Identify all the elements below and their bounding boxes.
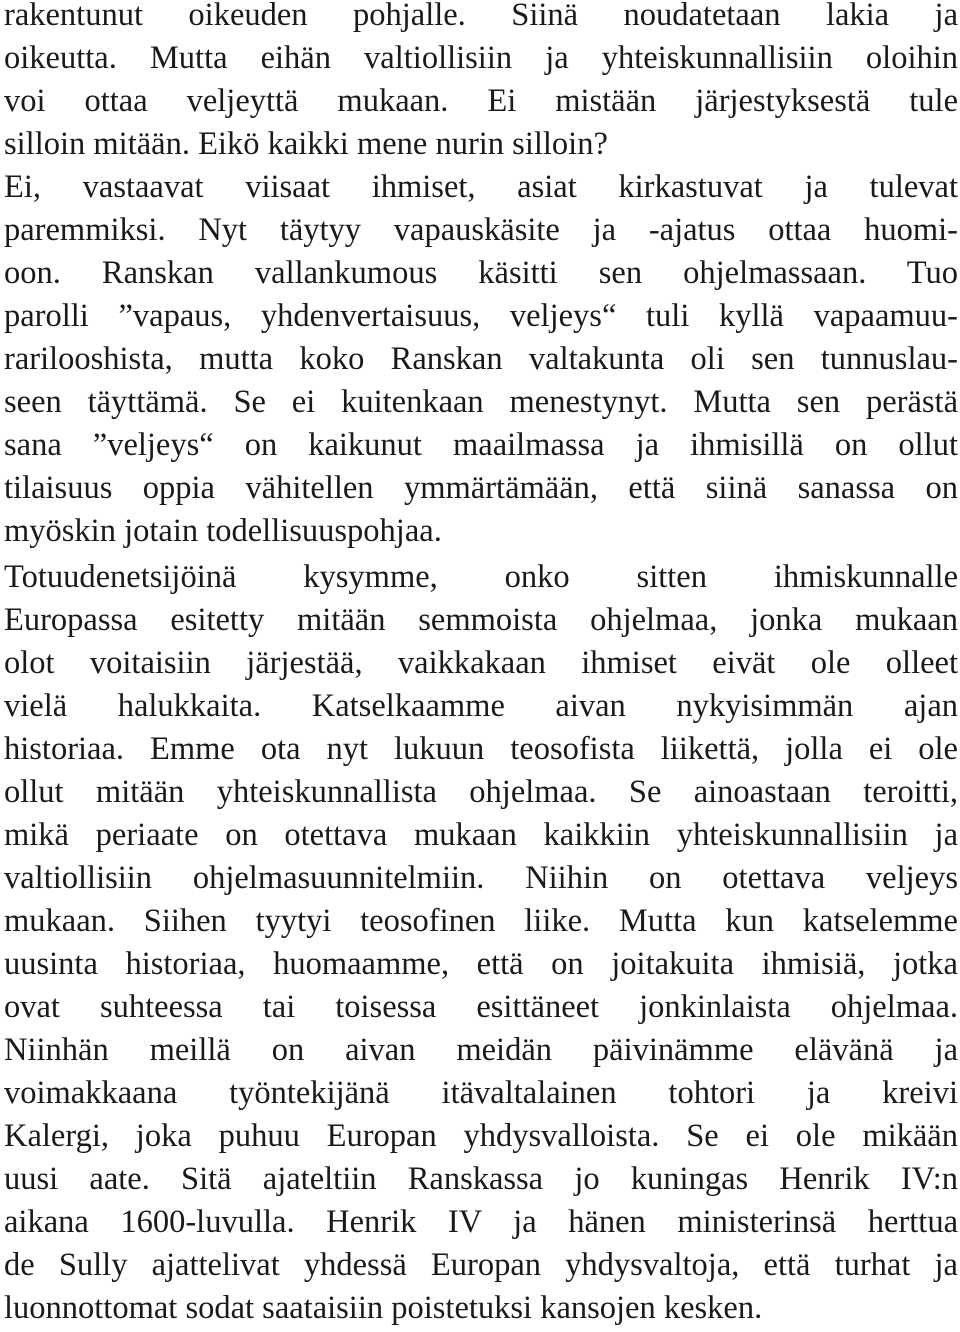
text-line: Kalergi, joka puhuu Europan yhdysvalloista. Se ei ole mikään (4, 1118, 958, 1154)
text-line: silloin mitään. Eikö kaikki mene nurin silloin? (4, 126, 608, 162)
text-line: Ei, vastaavat viisaat ihmiset, asiat kirkastuvat ja tulevat (4, 169, 958, 205)
text-line: rakentunut oikeuden pohjalle. Siinä noudatetaan lakia ja (4, 0, 958, 33)
text-line: aikana 1600-luvulla. Henrik IV ja hänen ministerinsä herttua (4, 1204, 958, 1240)
text-line: tilaisuus oppia vähitellen ymmärtämään, että siinä sanassa on (4, 470, 958, 506)
text-line: ollut mitään yhteiskunnallista ohjelmaa. Se ainoastaan teroitti, (4, 774, 958, 810)
text-line: voi ottaa veljeyttä mukaan. Ei mistään järjestyksestä tule (4, 83, 958, 119)
text-line: seen täyttämä. Se ei kuitenkaan menestynyt. Mutta sen perästä (4, 384, 958, 420)
text-line: Europassa esitetty mitään semmoista ohjelmaa, jonka mukaan (4, 602, 958, 638)
text-line: luonnottomat sodat saataisiin poistetuksi kansojen kesken. (4, 1290, 763, 1326)
text-line: parolli ”vapaus, yhdenvertaisuus, veljeys“ tuli kyllä vapaamuu- (4, 298, 958, 334)
text-line: olot voitaisiin järjestää, vaikkakaan ihmiset eivät ole olleet (4, 645, 958, 681)
text-line: rarilooshista, mutta koko Ranskan valtakunta oli sen tunnuslau- (4, 341, 958, 377)
text-line: vielä halukkaita. Katselkaamme aivan nykyisimmän ajan (4, 688, 958, 724)
text-line: valtiollisiin ohjelmasuunnitelmiin. Niihin on otettava veljeys (4, 860, 958, 896)
text-line: mukaan. Siihen tyytyi teosofinen liike. Mutta kun katselemme (4, 903, 958, 939)
text-line: Niinhän meillä on aivan meidän päivinämme elävänä ja (4, 1032, 958, 1068)
text-line: ovat suhteessa tai toisessa esittäneet jonkinlaista ohjelmaa. (4, 989, 958, 1025)
text-line: mikä periaate on otettava mukaan kaikkiin yhteiskunnallisiin ja (4, 817, 958, 853)
text-line: oon. Ranskan vallankumous käsitti sen ohjelmassaan. Tuo (4, 255, 958, 291)
text-line: de Sully ajattelivat yhdessä Europan yhdysvaltoja, että turhat ja (4, 1247, 958, 1283)
text-line: oikeutta. Mutta eihän valtiollisiin ja yhteiskunnallisiin oloihin (4, 40, 958, 76)
text-line: sana ”veljeys“ on kaikunut maailmassa ja ihmisillä on ollut (4, 427, 958, 463)
text-line: paremmiksi. Nyt täytyy vapauskäsite ja -ajatus ottaa huomi- (4, 212, 958, 248)
text-line: historiaa. Emme ota nyt lukuun teosofista liikettä, jolla ei ole (4, 731, 958, 767)
text-line: myöskin jotain todellisuuspohjaa. (4, 513, 442, 549)
text-line: uusinta historiaa, huomaamme, että on joitakuita ihmisiä, jotka (4, 946, 958, 982)
text-line: uusi aate. Sitä ajateltiin Ranskassa jo kuningas Henrik IV:n (4, 1161, 958, 1197)
text-line: Totuudenetsijöinä kysymme, onko sitten ihmiskunnalle (4, 559, 958, 595)
text-line: voimakkaana työntekijänä itävaltalainen tohtori ja kreivi (4, 1075, 958, 1111)
